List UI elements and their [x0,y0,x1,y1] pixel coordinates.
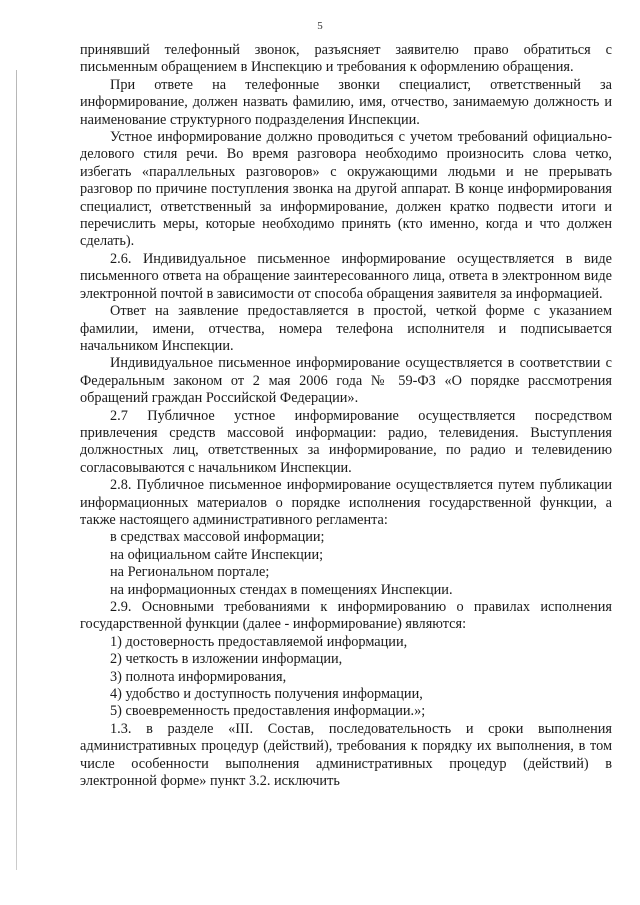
list-item: на Региональном портале; [110,564,270,581]
paragraph: Ответ на заявление предоставляется в простой, четкой форме с указанием фамилии, имени, отчества, номера телефона исполнителя и подписывается начальником Инспекции. [80,303,612,354]
paragraph: 2.9. Основными требованиями к информированию о правилах исполнения государственной функции (далее - информирование) являются: [80,599,612,633]
list-item: 4) удобство и доступность получения информации, [110,686,423,703]
list-item: на информационных стендах в помещениях Инспекции. [110,581,453,598]
list-item: в средствах массовой информации; [110,529,325,546]
paragraph: 2.8. Публичное письменное информирование осуществляется путем публикации информационных материалов о порядке исполнения государственной функции, а также настоящего административного регламента: [80,477,612,528]
paragraph: 2.7 Публичное устное информирование осуществляется посредством привлечения средств массовой информации: радио, телевидения. Выступления должностных лиц, ответственных за информирование, по радио и телевидению согласовываются с начальником Инспекции. [80,407,612,476]
document-body [80,42,612,790]
paragraph: При ответе на телефонные звонки специалист, ответственный за информирование, должен назвать фамилию, имя, отчество, занимаемую должность и наименование структурного подразделения Инспекции. [80,76,612,128]
list-item: 1) достоверность предоставляемой информации, [110,633,408,650]
paragraph: 2.6. Индивидуальное письменное информирование осуществляется в виде письменного ответа на обращение заинтересованного лица, ответа в электронном виде электронной почтой в зависимости от способа обращения заявителя за информацией. [80,250,612,302]
list-item: 5) своевременность предоставления информации.»; [110,703,426,720]
page-number: 5 [317,20,323,32]
paragraph: 1.3. в разделе «III. Состав, последовательность и сроки выполнения административных процедур (действий), требования к порядку их выполнения, в том числе особенности выполнения административных процедур (действий) в электронной форме» пункт 3.2. исключить [80,720,612,790]
list-item: на официальном сайте Инспекции; [110,546,324,563]
paragraph: принявший телефонный звонок, разъясняет заявителю право обратиться с письменным обращением в Инспекцию и требования к оформлению обращения. [80,42,612,76]
list-item: 3) полнота информирования, [110,668,287,685]
paragraph: Индивидуальное письменное информирование осуществляется в соответствии с Федеральным законом от 2 мая 2006 года № 59-ФЗ «О порядке рассмотрения обращений граждан Российской Федерации». [80,355,612,407]
list-item: 2) четкость в изложении информации, [110,651,343,668]
scan-edge-line [16,70,17,870]
paragraph: Устное информирование должно проводиться с учетом требований официально-делового стиля речи. Во время разговора необходимо произносить слова четко, избегать «параллельных разговоров» с окружающими людьми и не прерывать разговор по причине поступления звонка на другой аппарат. В конце информирования специалист, ответственный за информирование, должен кратко подвести итоги и перечислить меры, которые необходимо принять (кто именно, когда и что должен сделать). [80,129,612,250]
